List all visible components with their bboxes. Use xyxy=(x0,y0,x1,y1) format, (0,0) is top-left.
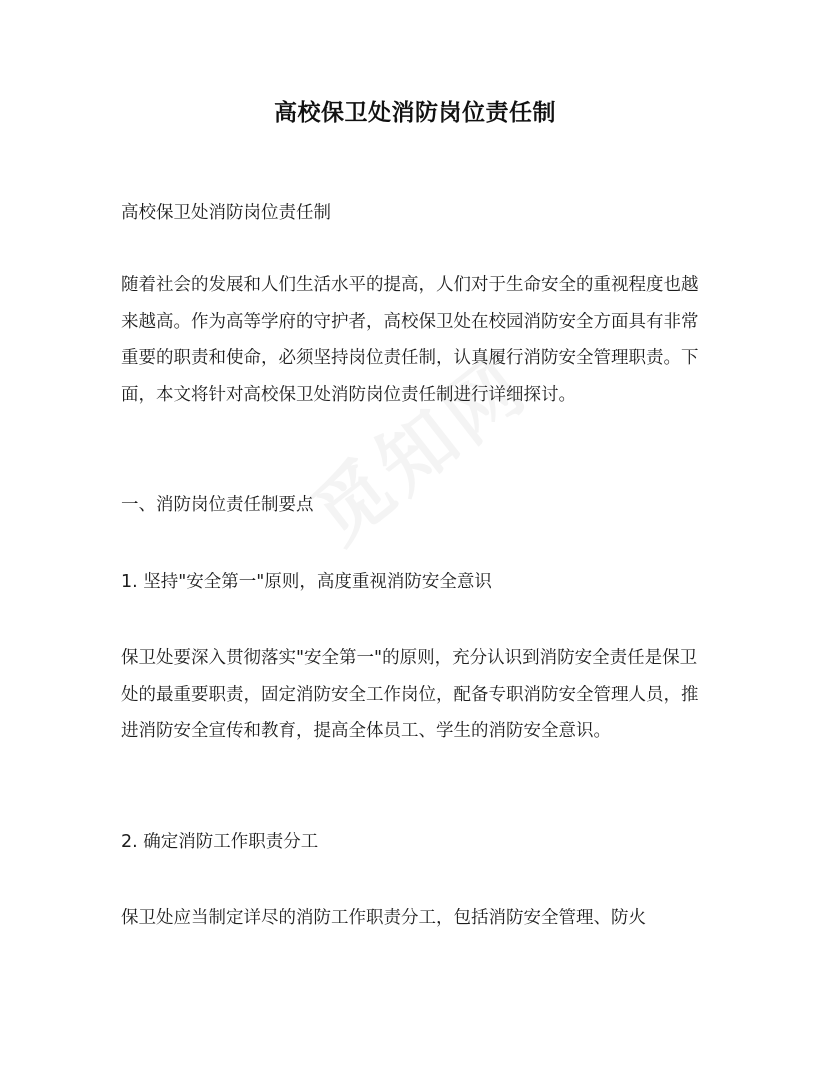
paragraph-subtitle: 高校保卫处消防岗位责任制 xyxy=(121,203,331,223)
paragraph-intro: 随着社会的发展和人们生活水平的提高，人们对于生命安全的重视程度也越来越高。作为高等学府的守护者，高校保卫处在校园消防安全方面具有非常重要的职责和使命，必须坚持岗位责任制，认真履行消防安全管理职责。下面，本文将针对高校保卫处消防岗位责任制进行详细探讨。 xyxy=(121,275,699,405)
subsection-heading-2: 2. 确定消防工作职责分工 xyxy=(121,832,319,852)
document-title: 高校保卫处消防岗位责任制 xyxy=(274,100,556,126)
section-heading-1: 一、消防岗位责任制要点 xyxy=(121,495,314,515)
paragraph-duty-division: 保卫处应当制定详尽的消防工作职责分工，包括消防安全管理、防火 xyxy=(121,908,646,928)
paragraph-safety-first: 保卫处要深入贯彻落实"安全第一"的原则，充分认识到消防安全责任是保卫处的最重要职责，固定消防安全工作岗位，配备专职消防安全管理人员，推进消防安全宣传和教育，提高全体员工、学生的消防安全意识。 xyxy=(121,648,699,741)
subsection-heading-1: 1. 坚持"安全第一"原则，高度重视消防安全意识 xyxy=(121,572,492,592)
